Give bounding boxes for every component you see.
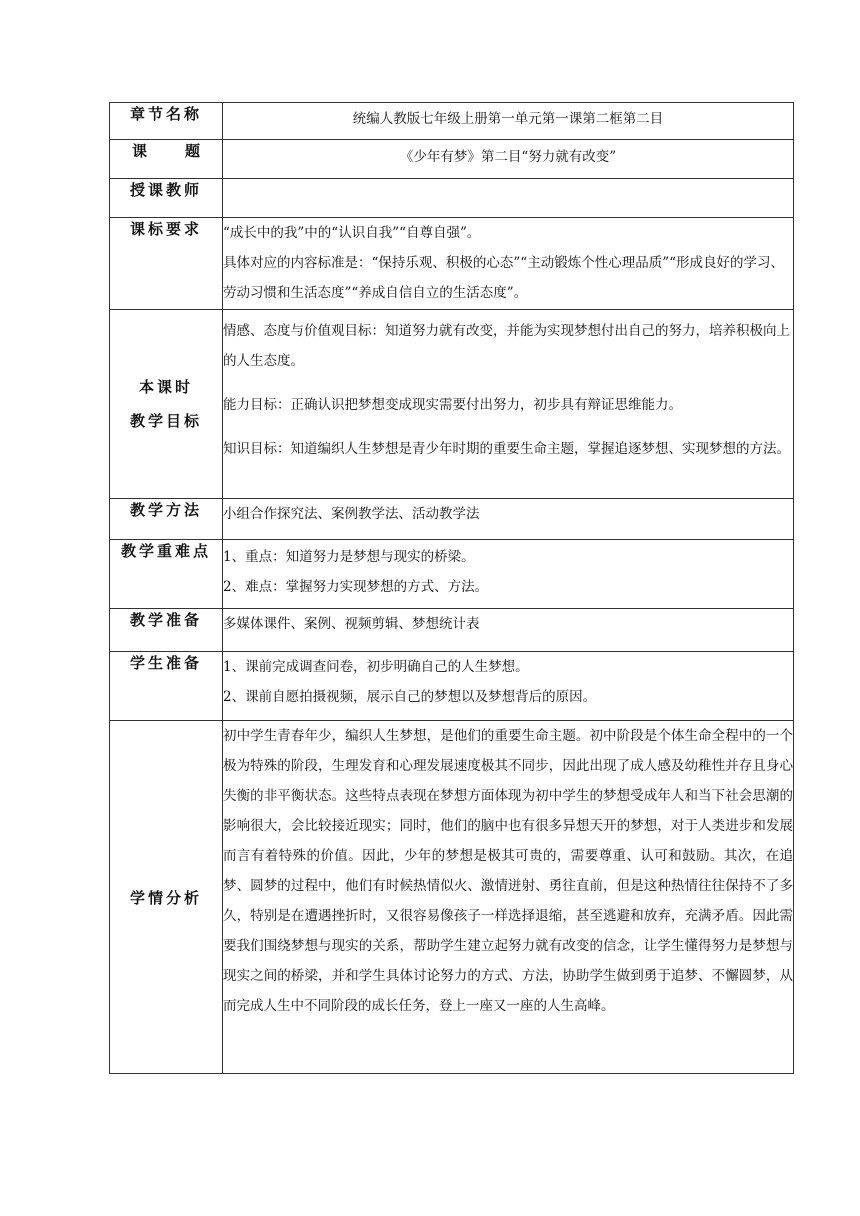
value-topic: 《少年有梦》第二目“努力就有改变”	[223, 140, 794, 179]
label-standard: 课标要求	[110, 218, 223, 310]
label-student-prep: 学生准备	[110, 652, 223, 721]
label-method: 教学方法	[110, 499, 223, 540]
row-keypoints	[110, 540, 794, 609]
row-chapter	[110, 103, 794, 140]
standard-line-1: “成长中的我”中的“认识自我”“自尊自强”。	[223, 225, 481, 241]
row-method	[110, 499, 794, 540]
label-chapter: 章节名称	[110, 103, 223, 140]
keypoint-2: 2、难点：掌握努力实现梦想的方式、方法。	[223, 579, 489, 595]
label-goals	[110, 310, 223, 499]
row-topic	[110, 140, 794, 179]
standard-line-2: 具体对应的内容标准是：“保持乐观、积极的心态”“主动锻炼个性心理品质”“形成良好的学习、劳动习惯和生活态度”“养成自信自立的生活态度”。	[223, 255, 785, 301]
label-topic-left: 课	[132, 142, 148, 160]
goal-knowledge: 知识目标：知道编织人生梦想是青少年时期的重要生命主题，掌握追逐梦想、实现梦想的方法。	[223, 441, 790, 457]
student-prep-2: 2、课前自愿拍摄视频，展示自己的梦想以及梦想背后的原因。	[223, 689, 597, 705]
lesson-plan-table	[109, 102, 794, 1074]
value-method: 小组合作探究法、案例教学法、活动教学法	[223, 499, 794, 540]
value-teacher	[223, 179, 794, 218]
row-prep	[110, 609, 794, 652]
row-teacher	[110, 179, 794, 218]
label-keypoints: 教学重难点	[110, 540, 223, 609]
value-goals	[223, 310, 794, 499]
label-goals-line-2: 教学目标	[129, 412, 202, 430]
keypoint-1: 1、重点：知道努力是梦想与现实的桥梁。	[223, 549, 475, 565]
student-prep-1: 1、课前完成调查问卷，初步明确自己的人生梦想。	[223, 659, 529, 675]
value-prep: 多媒体课件、案例、视频剪辑、梦想统计表	[223, 609, 794, 652]
value-analysis: 初中学生青春年少，编织人生梦想，是他们的重要生命主题。初中阶段是个体生命全程中的一个极为特殊的阶段，生理发育和心理发展速度极其不同步，因此出现了成人感及幼稚性并存且身心失衡的非平衡状态。这些特点表现在梦想方面体现为初中学生的梦想受成年人和当下社会思潮的影响很大，会比较接近现实；同时，他们的脑中也有很多异想天开的梦想，对于人类进步和发展而言有着特殊的价值。因此，少年的梦想是极其可贵的，需要尊重、认可和鼓励。其次，在追梦、圆梦的过程中，他们有时候热情似火、激情迸射、勇往直前，但是这种热情往往保持不了多久，特别是在遭遇挫折时，又很容易像孩子一样选择退缩，甚至逃避和放弃，充满矛盾。因此需要我们围绕梦想与现实的关系，帮助学生建立起努力就有改变的信念，让学生懂得努力是梦想与现实之间的桥梁，并和学生具体讨论努力的方式、方法，协助学生做到勇于追梦、不懈圆梦，从而完成人生中不同阶段的成长任务，登上一座又一座的人生高峰。	[223, 721, 794, 1074]
value-student-prep	[223, 652, 794, 721]
value-standard	[223, 218, 794, 310]
row-student-prep	[110, 652, 794, 721]
row-analysis	[110, 721, 794, 1074]
label-topic-right: 题	[184, 142, 200, 160]
label-topic	[110, 140, 223, 179]
label-teacher: 授课教师	[110, 179, 223, 218]
label-prep: 教学准备	[110, 609, 223, 652]
value-keypoints	[223, 540, 794, 609]
value-chapter: 统编人教版七年级上册第一单元第一课第二框第二目	[223, 103, 794, 140]
goal-ability: 能力目标：正确认识把梦想变成现实需要付出努力，初步具有辩证思维能力。	[223, 397, 682, 413]
goal-emotion: 情感、态度与价值观目标：知道努力就有改变，并能为实现梦想付出自己的努力，培养积极向上的人生态度。	[223, 323, 790, 369]
label-goals-line-1: 本课时	[138, 378, 193, 396]
row-goals	[110, 310, 794, 499]
label-analysis: 学情分析	[110, 721, 223, 1074]
row-standard	[110, 218, 794, 310]
